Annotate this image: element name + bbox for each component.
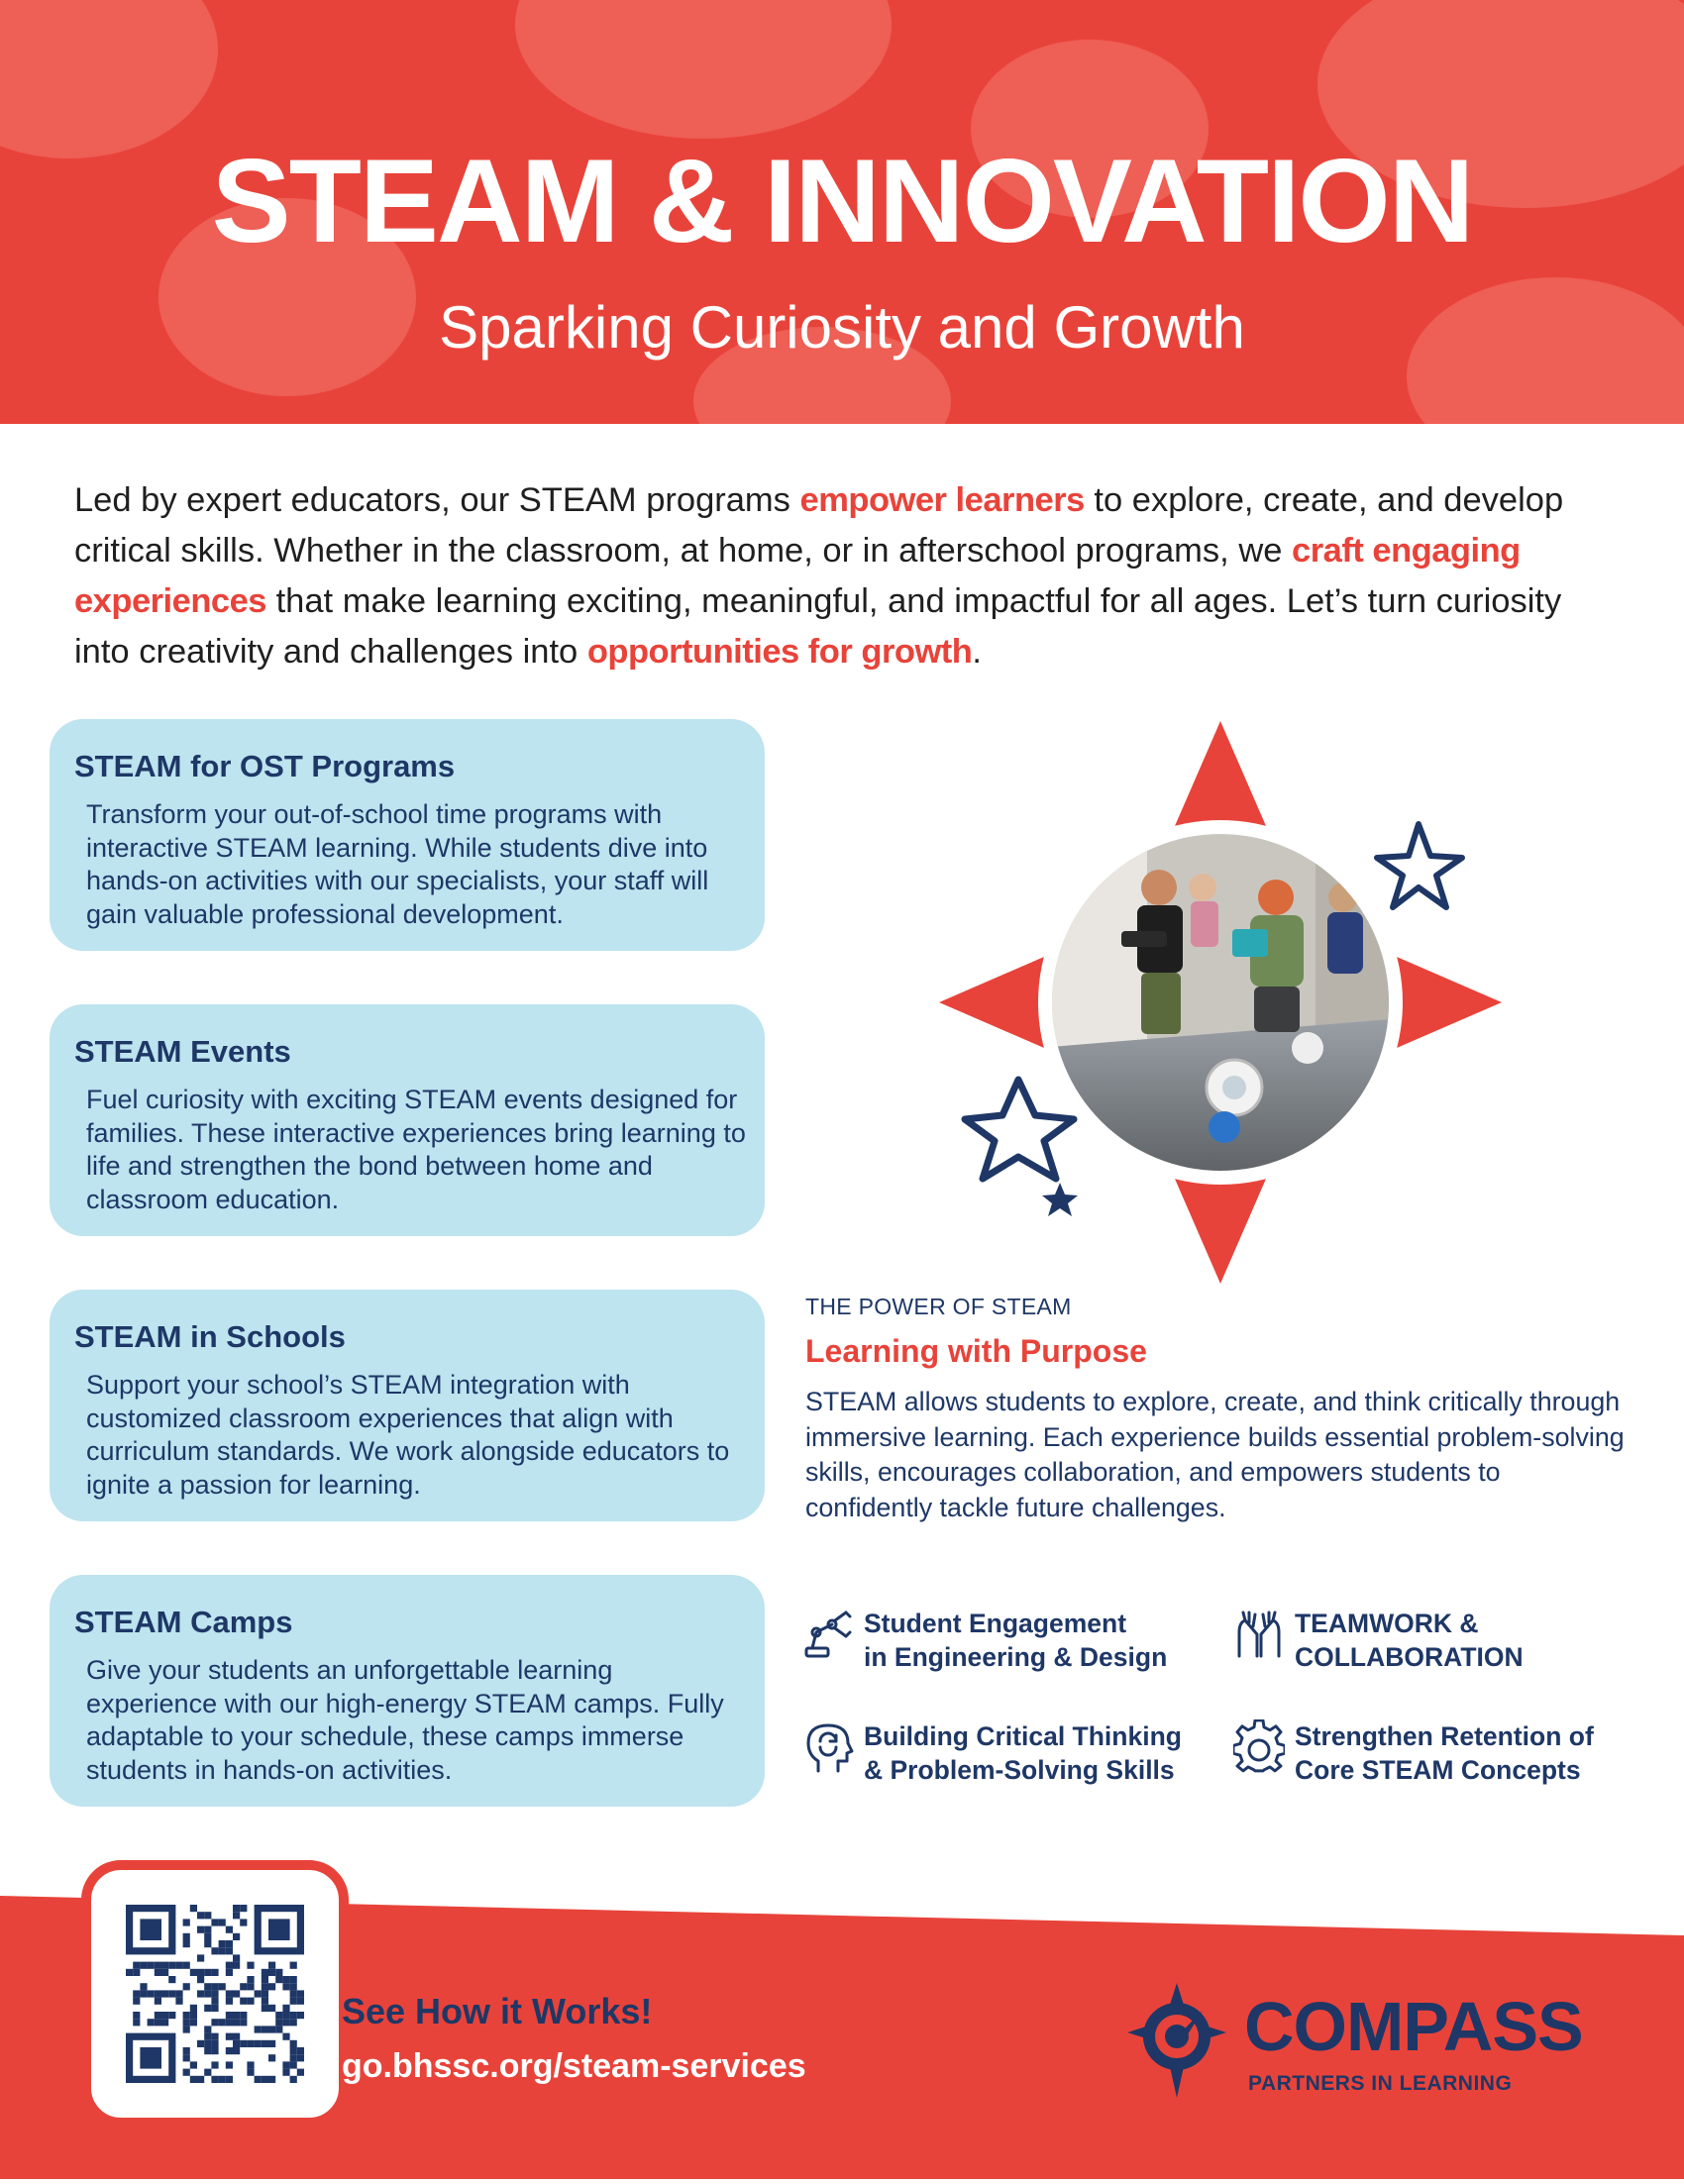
- card-body: Fuel curiosity with exciting STEAM events designed for families. These interactive experiences bring learning to life and strengthen the bond between home and classroom education.: [86, 1085, 746, 1214]
- feature-critical-thinking: [802, 1719, 1182, 1787]
- card-steam-events: [50, 1004, 765, 1236]
- feature-engineering: [802, 1607, 1167, 1674]
- qr-code[interactable]: [81, 1860, 349, 2128]
- head-brain-icon: [802, 1719, 854, 1775]
- page-subtitle: Sparking Curiosity and Growth: [439, 294, 1245, 361]
- gear-icon: [1233, 1719, 1285, 1775]
- highlight-empower: empower learners: [799, 481, 1085, 519]
- card-title: STEAM in Schools: [74, 1319, 346, 1354]
- feature-retention: [1233, 1719, 1594, 1787]
- robot-arm-icon: [802, 1607, 854, 1662]
- card-steam-camps: [50, 1575, 765, 1807]
- small-star-icon: [1042, 1183, 1078, 1216]
- cta-link[interactable]: go.bhssc.org/steam-services: [342, 2047, 806, 2085]
- card-body: Give your students an unforgettable learning experience with our high-energy STEAM camps. Fully adaptable to your schedule, these camps immerse students in hands-on activities.: [86, 1655, 724, 1785]
- feature-label: Strengthen Retention of Core STEAM Concepts: [1295, 1721, 1594, 1785]
- photo-compass-frame: [939, 721, 1502, 1284]
- brand-tagline: PARTNERS IN LEARNING: [1248, 2072, 1513, 2095]
- section-title: Learning with Purpose: [805, 1333, 1147, 1369]
- page-title: STEAM & INNOVATION: [211, 135, 1473, 267]
- section-body: STEAM allows students to explore, create, and think critically through immersive learning. Each experience builds essential problem-solving skills, encourages collaboration, and empowers students to confidently tackle future challenges.: [805, 1387, 1625, 1522]
- doodle-star-icon: [1377, 824, 1462, 907]
- card-body: Transform your out-of-school time programs with interactive STEAM learning. While students dive into hands-on activities with our specialists, your staff will gain valuable professional development.: [86, 799, 709, 929]
- highlight-craft: craft engaging experiences: [74, 532, 1521, 620]
- feature-teamwork: [1233, 1607, 1524, 1674]
- card-ost-programs: [50, 719, 765, 951]
- header-banner: [0, 0, 1684, 424]
- brand-name: COMPASS: [1244, 1988, 1583, 2065]
- card-steam-schools: [50, 1290, 765, 1521]
- feature-label: Student Engagement in Engineering & Design: [864, 1609, 1168, 1672]
- card-title: STEAM Camps: [74, 1605, 293, 1639]
- feature-label: TEAMWORK & COLLABORATION: [1295, 1609, 1524, 1672]
- card-title: STEAM for OST Programs: [74, 749, 456, 783]
- high-five-icon: [1233, 1607, 1285, 1662]
- doodle-star-icon: [965, 1080, 1074, 1179]
- section-kicker: THE POWER OF STEAM: [805, 1294, 1072, 1319]
- feature-label: Building Critical Thinking & Problem-Solving Skills: [864, 1721, 1182, 1785]
- cta-heading: See How it Works!: [342, 1991, 653, 2031]
- card-body: Support your school’s STEAM integration with customized classroom experiences that align with curriculum standards. We work alongside educators to ignite a passion for learning.: [86, 1370, 730, 1500]
- highlight-growth: opportunities for growth: [586, 633, 973, 671]
- intro-paragraph: Led by expert educators, our STEAM programs empower learners to explore, create, and develop critical skills. Whether in the classroom, at home, or in afterschool programs, we craft engaging experiences that make learning exciting, meaningful, and impactful for all ages. Let’s turn curiosity into creativity and challenges into opportunities for growth.: [74, 481, 1564, 671]
- card-title: STEAM Events: [74, 1034, 291, 1069]
- compass-logo: [1117, 1981, 1632, 2110]
